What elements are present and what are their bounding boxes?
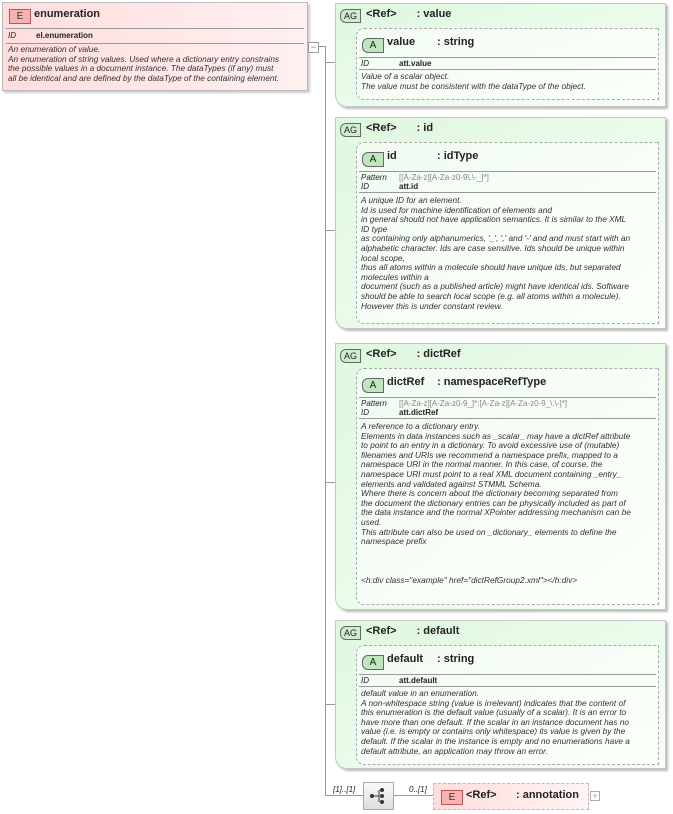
collapse-toggle[interactable]: − xyxy=(308,42,319,53)
description-line: in general should not have application semantics. It is similar to the XML xyxy=(361,214,627,225)
attribute-group-box[interactable] xyxy=(335,620,666,769)
attribute-name: dictRef xyxy=(387,376,425,388)
attribute-group-name: : dictRef xyxy=(416,348,461,360)
description-line: filenames and URIs we recommend a namespace prefix, mapped to a xyxy=(361,449,618,460)
description-line: have more than one default. If the scalar in an instance document has no xyxy=(361,716,629,727)
attribute-type: : namespaceRefType xyxy=(437,376,547,388)
attribute-group-badge: AG xyxy=(340,626,361,640)
attribute-name: value xyxy=(387,36,416,48)
expand-toggle[interactable]: + xyxy=(590,791,600,801)
sequence-icon xyxy=(364,783,393,809)
attribute-group-box[interactable] xyxy=(335,117,666,329)
property-value: att.dictRef xyxy=(399,408,439,417)
attribute-description xyxy=(361,196,630,311)
ref-label: <Ref> xyxy=(366,8,397,20)
attribute-properties xyxy=(359,171,656,193)
property-value: att.id xyxy=(399,182,419,191)
description-line: Value of a scalar object. xyxy=(361,71,450,81)
attribute-group-badge: AG xyxy=(340,9,361,23)
description-line: namespace URI must point to a real XML document containing _entry_ xyxy=(361,468,622,479)
property-row xyxy=(361,173,654,182)
element-description xyxy=(8,45,279,83)
attribute-description xyxy=(361,689,630,756)
annotation-badge: E xyxy=(441,790,463,805)
property-row xyxy=(361,399,654,408)
description-line: Elements in data instances such as _scalar_ may have a dictRef attribute xyxy=(361,430,631,441)
description-line: An enumeration of string values. Used where a dictionary entry constrains xyxy=(8,53,280,64)
description-line: local scope, xyxy=(361,252,405,263)
ref-label: <Ref> xyxy=(366,122,397,134)
property-row xyxy=(361,59,654,68)
annotation-name: : annotation xyxy=(516,789,579,801)
attribute-header xyxy=(387,653,474,665)
attribute-group-name: : default xyxy=(416,625,460,637)
description-line: the data instance and the normal XPointer addressing mechanism can be xyxy=(361,507,631,518)
attribute-group-header xyxy=(366,625,459,637)
description-line: the document the dictionary entries can be physically included as part of xyxy=(361,497,626,508)
description-line: to point to an entry in a dictionary. To avoid excessive use of (mutable) xyxy=(361,440,620,451)
attribute-badge: A xyxy=(362,38,384,53)
property-value: [[A-Za-z][A-Za-z0-9\.\-_]*] xyxy=(399,173,489,182)
property-label: ID xyxy=(361,408,369,417)
description-line: this enumeration is the default value (usually of a scalar). It is an error to xyxy=(361,707,627,718)
description-line: value (i.e. is empty or contains only whitespace) its value is given by the xyxy=(361,726,626,737)
attribute-group-box[interactable] xyxy=(335,3,666,107)
attribute-box[interactable] xyxy=(356,645,659,765)
description-line: A unique ID for an element. xyxy=(361,195,462,205)
description-line: used. xyxy=(361,516,382,527)
attribute-name: default xyxy=(387,653,424,665)
element-name: enumeration xyxy=(34,8,101,20)
description-line xyxy=(361,547,631,557)
attribute-group-box[interactable] xyxy=(335,343,666,610)
description-line: Id is used for machine identification of elements and xyxy=(361,204,552,215)
description-line: This attribute can also be used on _dictionary_ elements to define the xyxy=(361,526,617,537)
element-badge: E xyxy=(9,9,31,24)
description-line: alphabetic character. Ids are case sensitive. Ids should be unique within xyxy=(361,242,625,253)
property-label: ID xyxy=(361,182,369,191)
description-line: ID type xyxy=(361,223,388,234)
attribute-group-name: : id xyxy=(416,122,434,134)
description-line: A non-whitespace string (value is irrelevant) indicates that the content of xyxy=(361,697,626,708)
attribute-badge: A xyxy=(362,655,384,670)
id-value: el.enumeration xyxy=(36,31,93,40)
ref-label: <Ref> xyxy=(366,348,397,360)
description-line: the possible values in a document instance. The dataTypes (if any) must xyxy=(8,63,274,74)
annotation-ref-box[interactable] xyxy=(433,783,589,810)
child-cardinality: 0..[1] xyxy=(409,785,427,794)
attribute-box[interactable] xyxy=(356,142,659,324)
property-row xyxy=(361,676,654,685)
attribute-group-header xyxy=(366,122,433,134)
description-line: However this is under constant review. xyxy=(361,300,503,311)
description-line: namespace URI in the normal manner. In this case, of course, the xyxy=(361,459,603,470)
attribute-properties xyxy=(359,674,656,687)
property-label: ID xyxy=(361,59,369,68)
attribute-type: : string xyxy=(437,36,475,48)
property-value: [[A-Za-z][A-Za-z0-9_]*:[A-Za-z][A-Za-z0-9_\.\-]*] xyxy=(399,399,568,408)
property-label: ID xyxy=(361,676,369,685)
description-line: document (such as a published article) might have identical ids. Software xyxy=(361,281,629,292)
attribute-type: : idType xyxy=(437,150,479,162)
description-line: Where there is concern about the dictionary becoming separated from xyxy=(361,488,618,499)
attribute-group-name: : value xyxy=(416,8,452,20)
description-line: all be identical and are defined by the dataType of the containing element. xyxy=(8,72,280,83)
attribute-properties xyxy=(359,397,656,419)
attribute-box[interactable] xyxy=(356,28,659,100)
property-row xyxy=(361,408,654,417)
description-line: as containing only alphanumerics, '_', ',' and '-' and and must start with an xyxy=(361,233,631,244)
attribute-badge: A xyxy=(362,378,384,393)
property-label: Pattern xyxy=(361,173,387,182)
element-enumeration-box[interactable] xyxy=(2,2,308,91)
attribute-group-badge: AG xyxy=(340,123,361,137)
description-line: A reference to a dictionary entry. xyxy=(361,421,480,431)
description-line: default. If the scalar in the instance is empty and no enumerations have a xyxy=(361,735,630,746)
description-line: elements and validated against STMML Schema. xyxy=(361,478,542,489)
description-line xyxy=(361,556,631,566)
description-line: default attribute, an application may throw an error. xyxy=(361,745,548,756)
attribute-name: id xyxy=(387,150,397,162)
property-value: att.value xyxy=(399,59,432,68)
description-line: namespace prefix xyxy=(361,536,427,547)
property-label: Pattern xyxy=(361,399,387,408)
attribute-description xyxy=(361,72,586,91)
attribute-properties xyxy=(359,57,656,70)
attribute-badge: A xyxy=(362,152,384,167)
attribute-description xyxy=(361,422,631,585)
description-line: thus all atoms within a molecule should have unique ids, but separated xyxy=(361,262,621,273)
description-line: should be able to search local scope (e.g. all atoms within a molecule). xyxy=(361,290,621,301)
annotation-ref-label: <Ref> xyxy=(466,789,497,801)
id-label: ID xyxy=(8,31,16,40)
attribute-group-badge: AG xyxy=(340,349,361,363)
description-line: default value in an enumeration. xyxy=(361,688,480,698)
description-line: The value must be consistent with the dataType of the object. xyxy=(361,80,586,91)
attribute-header xyxy=(387,150,478,162)
attribute-group-header xyxy=(366,8,451,20)
attribute-box[interactable] xyxy=(356,368,659,605)
property-row xyxy=(361,182,654,191)
description-line: <h:div class="example" href="dictRefGroup2.xml"></h:div> xyxy=(361,574,578,585)
attribute-header xyxy=(387,376,546,388)
description-line: molecules within a xyxy=(361,271,429,282)
attribute-type: : string xyxy=(437,653,475,665)
property-value: att.default xyxy=(399,676,438,685)
sequence-cardinality: [1]..[1] xyxy=(333,785,356,794)
sequence-compositor[interactable] xyxy=(363,782,394,810)
description-line: An enumeration of value. xyxy=(8,44,101,54)
attribute-header xyxy=(387,36,474,48)
attribute-group-header xyxy=(366,348,461,360)
ref-label: <Ref> xyxy=(366,625,397,637)
